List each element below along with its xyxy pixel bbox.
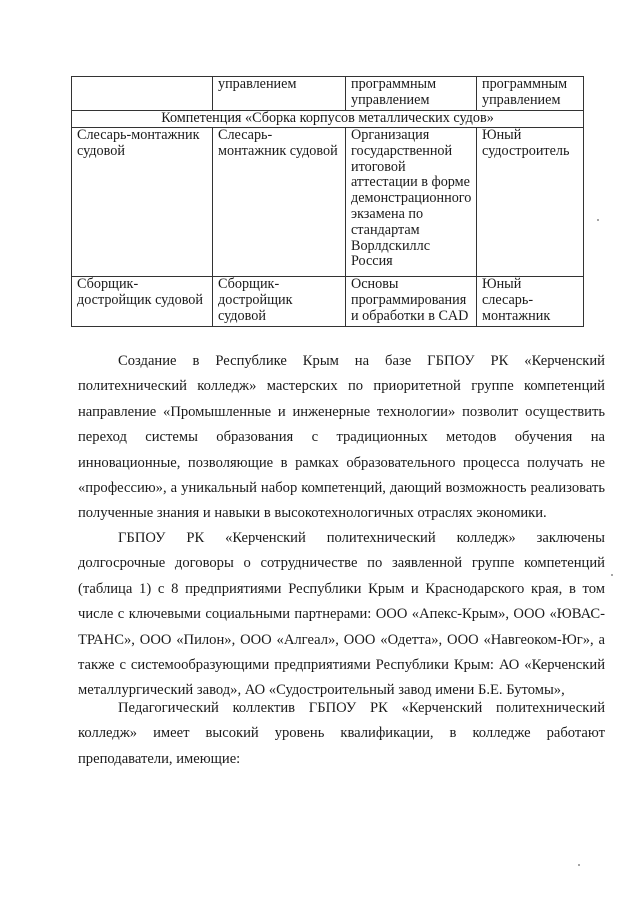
competency-table [71, 76, 584, 327]
table-cell: Юный судостроитель [477, 128, 584, 277]
paragraph: Создание в Республике Крым на базе ГБПОУ РК «Керченский политехнический колледж» мастерских по приоритетной группе компетенций направление «Промышленные и инженерные технологии» позволит осуществить переход системы образования с традиционных методов обучения на инновационные, позволяющие в рамках образовательного процесса получать не «профессию», а уникальный набор компетенций, дающий возможность реализовать полученные знания и навыки в высокотехнологичных отраслях экономики. [78, 353, 605, 522]
table-cell: Юный слесарь- монтажник [477, 277, 584, 327]
scan-speck [597, 219, 599, 221]
table-cell: Слесарь-монтажник судовой [72, 128, 213, 277]
table-row [72, 277, 584, 327]
paragraph: Педагогический коллектив ГБПОУ РК «Керченский политехнический колледж» имеет высокий уровень квалификации, в колледже работают преподаватели, имеющие: [78, 700, 605, 767]
table-cell [72, 77, 213, 111]
table-cell: Сборщик- достройщик судовой [213, 277, 346, 327]
table-row [72, 77, 584, 111]
table-cell: Слесарь- монтажник судовой [213, 128, 346, 277]
table-cell: Сборщик- достройщик судовой [72, 277, 213, 327]
scan-speck [611, 574, 613, 576]
scan-speck [578, 864, 580, 866]
table-cell: Основы программирования и обработки в CAD [346, 277, 477, 327]
table-section-row [72, 111, 584, 128]
table-cell: программным управлением [346, 77, 477, 111]
section-title: Компетенция «Сборка корпусов металлических судов» [72, 111, 584, 128]
table-row [72, 128, 584, 277]
table-cell: управлением [213, 77, 346, 111]
table-cell: программным управлением [477, 77, 584, 111]
paragraph: ГБПОУ РК «Керченский политехнический колледж» заключены долгосрочные договоры о сотрудничестве по заявленной группе компетенций (таблица 1) с 8 предприятиями Республики Крым и Краснодарского края, в том числе с ключевыми социальными партнерами: ООО «Апекс-Крым», ООО «ЮВАС-ТРАНС», ООО «Пилон», ООО «Алгеал», ООО «Одетта», ООО «Навгеоком-Юг», а также с системообразующими предприятиями Республики Крым: АО «Керченский металлургический завод», АО «Судостроительный завод имени Б.Е. Бутомы», [78, 530, 605, 699]
table-cell: Организация государственной итоговой аттестации в форме демонстрационного экзамена по стандартам Ворлдскиллс Россия [346, 128, 477, 277]
